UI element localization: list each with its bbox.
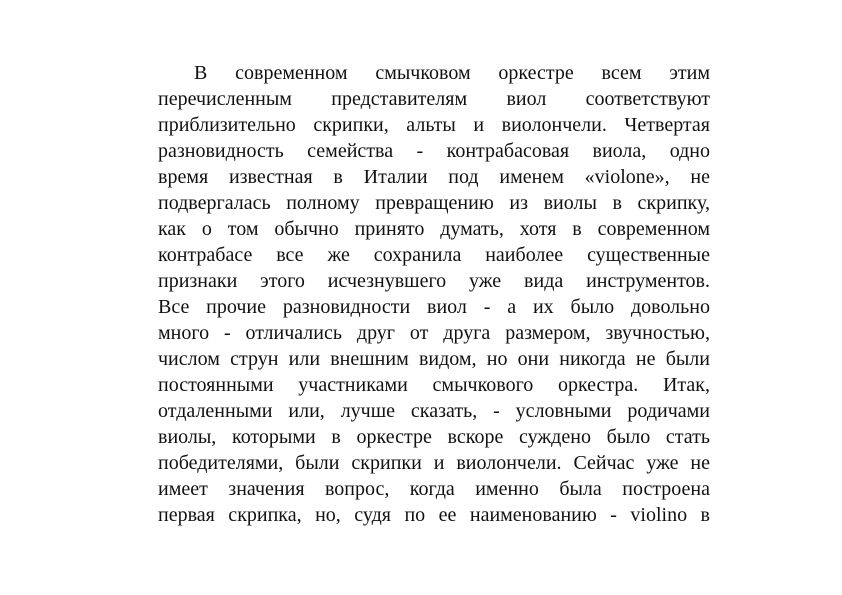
text-line: постоянными участниками смычкового оркестра. Итак, [158,374,710,396]
body-paragraph [158,60,710,528]
text-line: приблизительно скрипки, альты и виолончели. Четвертая [158,114,710,136]
text-line: разновидность семейства - контрабасовая виола, одно [158,140,710,162]
text-line: подвергалась полному превращению из виолы в скрипку, [158,192,710,214]
text-line: перечисленным представителям виол соответствуют [158,88,710,110]
text-line: контрабасе все же сохранила наиболее существенные [158,244,710,266]
text-line: Все прочие разновидности виол - а их было довольно [158,296,710,318]
text-line: В современном смычковом оркестре всем этим [194,62,710,84]
text-line: первая скрипка, но, судя по ее наименованию - violino в [158,504,710,526]
text-line: время известная в Италии под именем «violone», не [158,166,710,188]
text-line: числом струн или внешним видом, но они никогда не были [158,348,710,370]
text-line: виолы, которыми в оркестре вскоре суждено было стать [158,426,710,448]
text-line: отдаленными или, лучше сказать, - условными родичами [158,400,710,422]
text-line: много - отличались друг от друга размером, звучностью, [158,322,710,344]
text-line: победителями, были скрипки и виолончели. Сейчас уже не [158,452,710,474]
text-line: признаки этого исчезнувшего уже вида инструментов. [158,270,710,292]
text-line: как о том обычно принято думать, хотя в современном [158,218,710,240]
text-line: имеет значения вопрос, когда именно была построена [158,478,710,500]
